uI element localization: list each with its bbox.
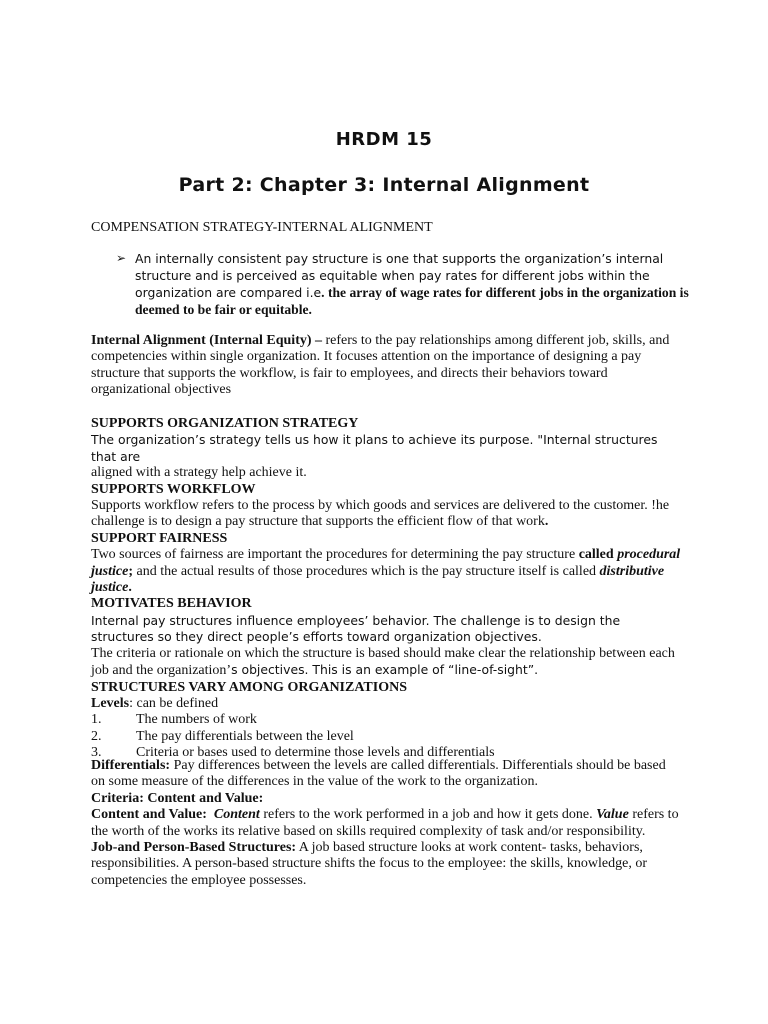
bullet-bold-text: . the array of wage rates for different jobs in the organization is deemed to be fair or equitable. — [135, 285, 689, 317]
supports-strategy-section — [91, 416, 681, 761]
structures-vary-heading: STRUCTURES VARY AMONG ORGANIZATIONS — [91, 679, 407, 695]
supports-workflow-text: Supports workflow refers to the process by which goods and services are delivered to the customer. !he challenge is to design a pay structure that supports the efficient flow of that work. — [91, 498, 670, 530]
arrow-bullet-icon: ➢ — [116, 251, 127, 265]
supports-strategy-text: The organization’s strategy tells us how it plans to achieve its purpose. "Internal structures that are — [91, 432, 658, 464]
support-fairness-heading: SUPPORT FAIRNESS — [91, 530, 228, 546]
supports-strategy-text2: aligned with a strategy help achieve it. — [91, 465, 307, 481]
motivates-behavior-text: Internal pay structures influence employees’ behavior. The challenge is to design the structures so they direct people’s efforts toward organization objectives. — [91, 612, 621, 645]
differentials-section — [91, 758, 681, 889]
supports-workflow-heading: SUPPORTS WORKFLOW — [91, 481, 256, 497]
levels-line: Levels: can be defined — [91, 695, 219, 711]
job-person-paragraph: Job-and Person-Based Structures: A job based structure looks at work content- tasks, behaviors, responsibilities. A person-based structure shifts the focus to the employee: the skills, knowledge, or competencies the employee possesses. — [91, 840, 648, 888]
list-item: 1. The numbers of work — [91, 712, 257, 728]
content-value-paragraph: Content and Value: Content refers to the work performed in a job and how it gets done. Value refers to the worth of the works its relative based on skills required complexity of task and/or responsibility. — [91, 807, 679, 839]
motivates-behavior-heading: MOTIVATES BEHAVIOR — [91, 596, 252, 612]
internal-alignment-paragraph — [91, 333, 681, 399]
list-item: 3. Criteria or bases used to determine those levels and differentials — [91, 745, 495, 761]
internal-alignment-definition: refers to the pay relationships among different job, skills, and competencies within single organization. It focuses attention on the importance of designing a pay structure that supports the workflow, is fair to employees, and directs their behaviors toward organizational objectives — [91, 333, 670, 398]
support-fairness-text: Two sources of fairness are important the procedures for determining the pay structure called procedural justice; and the actual results of those procedures which is the pay structure itself is called distributive justice. — [91, 547, 681, 596]
motivates-behavior-criteria: The criteria or rationale on which the structure is based should make clear the relationship between each job and the organization’s objectives. This is an example of “line-of-sight”. — [91, 645, 675, 679]
levels-list — [91, 712, 681, 761]
intro-heading: COMPENSATION STRATEGY-INTERNAL ALIGNMENT — [91, 220, 433, 235]
internal-alignment-term: Internal Alignment (Internal Equity) – — [91, 333, 323, 348]
chapter-title: Part 2: Chapter 3: Internal Alignment — [178, 174, 590, 196]
criteria-heading: Criteria: Content and Value: — [91, 790, 264, 806]
bullet-text: An internally consistent pay structure is one that supports the organization’s internal structure and is perceived as equitable when pay rates for different jobs within the organization are compared i.e — [135, 251, 664, 300]
differentials-paragraph: Differentials: Pay differences between the levels are called differentials. Differentials should be based on some measure of the differences in the value of the work to the organization. — [91, 758, 666, 790]
supports-strategy-heading: SUPPORTS ORGANIZATION STRATEGY — [91, 416, 359, 431]
list-item: 2. The pay differentials between the level — [91, 728, 354, 744]
course-code: HRDM 15 — [335, 129, 433, 150]
